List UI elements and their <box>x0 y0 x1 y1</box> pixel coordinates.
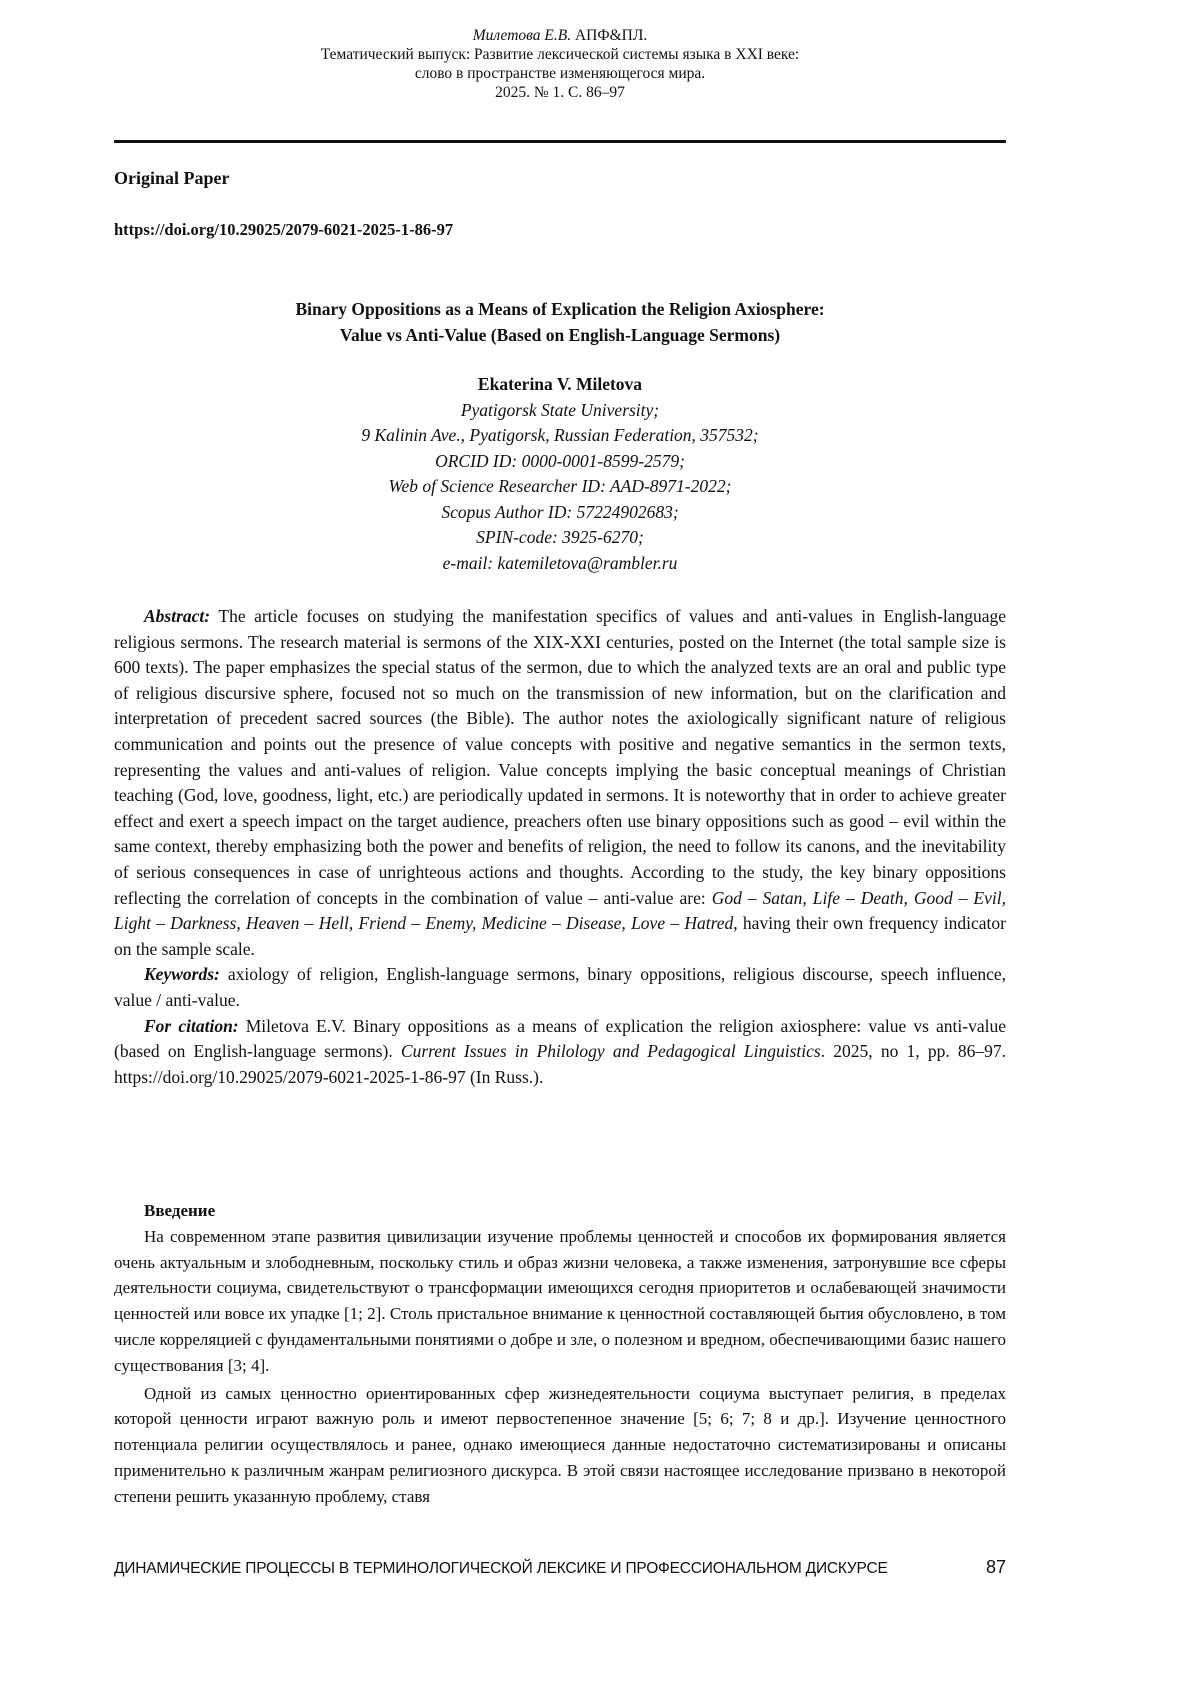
article-title <box>114 296 1006 348</box>
abstract-section <box>114 604 1006 1090</box>
introduction-paragraph-2: Одной из самых ценностно ориентированных сфер жизнедеятельности социума выступает религия, в пределах которой ценности играют важную роль и имеют первостепенное значение [5; 6; 7; 8 и др.]. Изучение ценностного потенциала религии осуществлялось и ранее, однако имеющиеся данные недостаточно систематизированы и описаны применительно к различным жанрам религиозного дискурса. В этой связи настоящее исследование призвано в некоторой степени решить указанную проблему, ставя <box>114 1383 1006 1506</box>
doi-link[interactable]: https://doi.org/10.29025/2079-6021-2025-1-86-97 <box>114 220 454 239</box>
citation-text: Miletova E.V. Binary oppositions as a means of explication the religion axiosphere: value vs anti-value (based on English-language sermons). <box>114 1015 1006 1062</box>
abstract-tail: , having their own frequency indicator on the sample scale. <box>114 913 1006 959</box>
author-name: Ekaterina V. Miletova <box>477 374 643 394</box>
paper-type-label: Original Paper <box>114 168 230 188</box>
citation-label: For citation: <box>144 1015 239 1036</box>
page-footer <box>114 1557 1006 1578</box>
author-scopus-id: Scopus Author ID: 57224902683; <box>441 501 679 522</box>
citation-tail: . 2025, no 1, pp. 86–97. https://doi.org/10.29025/2079-6021-2025-1-86-97 (In Russ.). <box>114 1041 1007 1087</box>
abstract-label: Abstract: <box>144 606 211 626</box>
article-title-line-2: Value vs Anti-Value (Based on English-Language Sermons) <box>339 325 781 345</box>
keywords-paragraph <box>114 962 1006 1013</box>
running-header-line-3: слово в пространстве изменяющегося мира. <box>414 65 706 82</box>
article-title-line-1: Binary Oppositions as a Means of Explication the Religion Axiosphere: <box>295 299 825 319</box>
running-header-line-4: 2025. № 1. С. 86–97 <box>495 84 625 101</box>
header-divider <box>114 140 1006 143</box>
running-header-line-2: Тематический выпуск: Развитие лексической системы языка в XXI веке: <box>320 46 800 63</box>
author-spin-code: SPIN-code: 3925-6270; <box>476 527 644 547</box>
author-block <box>114 372 1006 576</box>
abstract-text: The article focuses on studying the manifestation specifics of values and anti-values in English-language religious sermons. The research material is sermons of the XIX-XXI centuries, posted on the Internet (the total sample size is 600 texts). The paper emphasizes the special status of the sermon, due to which the analyzed texts are an oral and public type of religious discursive sphere, focused not so much on the transmission of new information, but on the clarification and interpretation of precedent sacred sources (the Bible). The author notes the axiologically significant nature of religious communication and points out the presence of value concepts with positive and negative semantics in the sermon texts, representing the values and anti-values of religion. Value concepts implying the basic conceptual meanings of Christian teaching (God, love, goodness, light, etc.) are periodically updated in sermons. It is noteworthy that in order to achieve greater effect and exert a speech impact on the target audience, preachers often use binary oppositions such as good – evil within the same context, thereby emphasizing both the power and benefits of religion, the need to follow its canons, and the inevitability of serious consequences in case of unrighteous actions and thoughts. According to the study, the key binary oppositions reflecting the correlation of concepts in the combination of value – anti-value are: <box>114 606 1007 908</box>
author-wos-id: Web of Science Researcher ID: AAD-8971-2022; <box>388 476 732 496</box>
page-number: 87 <box>985 1557 1006 1577</box>
running-header <box>114 26 1006 102</box>
running-header-journal: АПФ&ПЛ. <box>574 27 648 44</box>
citation-paragraph <box>114 1014 1006 1091</box>
running-header-line-1 <box>114 26 1006 45</box>
footer-section-title: ДИНАМИЧЕСКИЕ ПРОЦЕССЫ В ТЕРМИНОЛОГИЧЕСКОЙ ЛЕКСИКЕ И ПРОФЕССИОНАЛЬНОМ ДИСКУРСЕ <box>114 1560 888 1577</box>
author-email[interactable]: e-mail: katemiletova@rambler.ru <box>442 552 678 573</box>
keywords-label: Keywords: <box>144 964 220 985</box>
author-address: 9 Kalinin Ave., Pyatigorsk, Russian Federation, 357532; <box>361 425 759 445</box>
citation-journal: Current Issues in Philology and Pedagogical Linguistics <box>400 1041 821 1062</box>
introduction-section <box>114 1198 1006 1510</box>
abstract-paragraph <box>114 604 1006 962</box>
introduction-heading: Введение <box>144 1201 216 1220</box>
author-university: Pyatigorsk State University; <box>460 399 660 420</box>
abstract-oppositions: God – Satan, Life – Death, Good – Evil, Light – Darkness, Heaven – Hell, Friend – Enemy, Medicine – Disease, Love – Hatred <box>114 887 1006 934</box>
running-header-author: Милетова Е.В. <box>472 27 572 44</box>
keywords-text: axiology of religion, English-language sermons, binary oppositions, religious discourse, speech influence, value / anti-value. <box>114 964 1006 1010</box>
introduction-paragraph-1: На современном этапе развития цивилизации изучение проблемы ценностей и способов их формирования является очень актуальным и злободневным, поскольку стиль и образ жизни человека, а также изменения, затронувшие все сферы деятельности социума, свидетельствуют о трансформации имеющихся сегодня приоритетов и ослабевающей значимости ценностей или вовсе их упадке [1; 2]. Столь пристальное внимание к ценностной составляющей бытия обусловлено, в том числе корреляцией с фундаментальными понятиями о добре и зле, о полезном и вредном, обеспечивающими базис нашего существования [3; 4]. <box>114 1226 1006 1375</box>
author-orcid: ORCID ID: 0000-0001-8599-2579; <box>435 450 685 471</box>
